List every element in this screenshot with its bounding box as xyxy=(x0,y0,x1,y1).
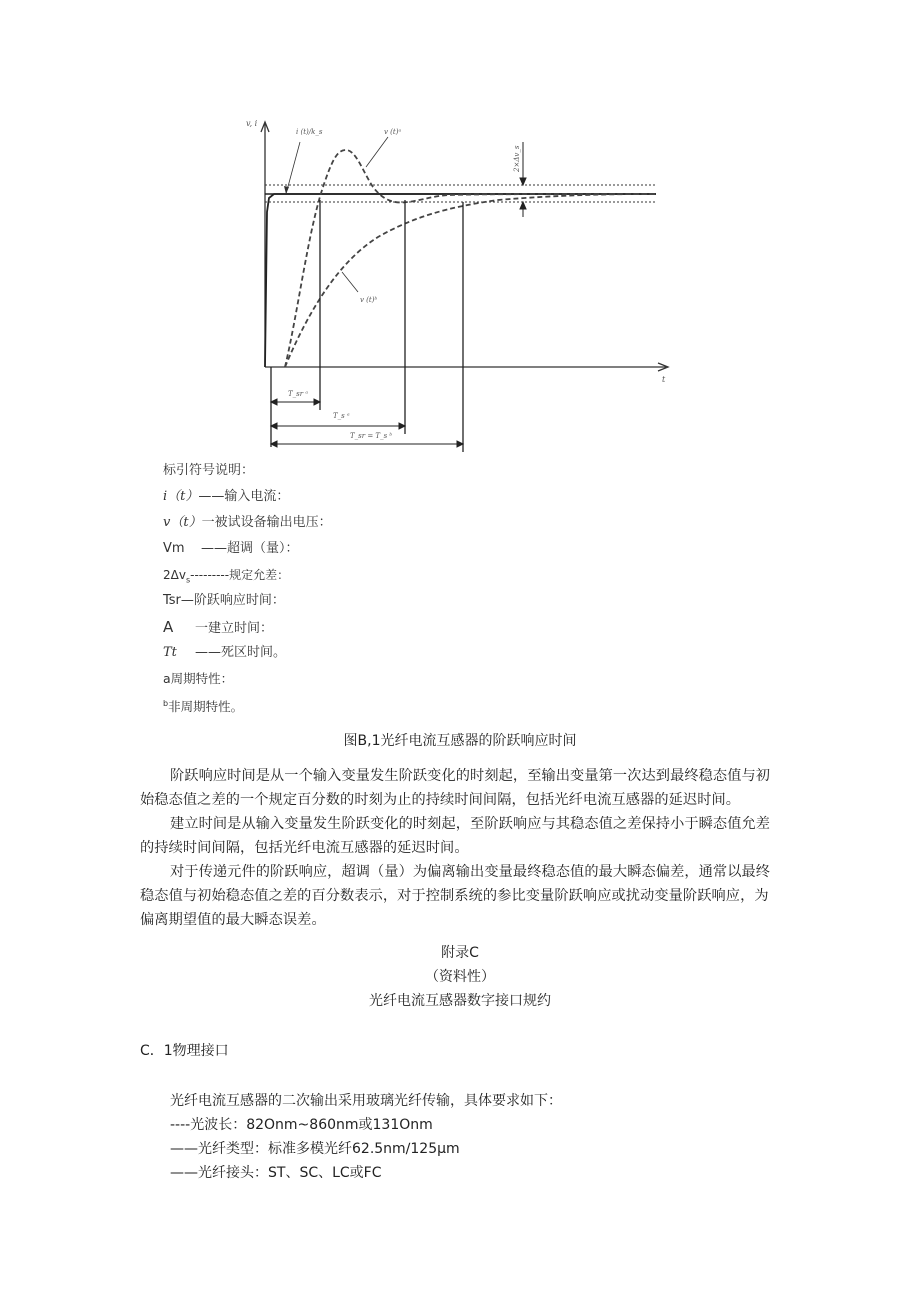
legend-item-it xyxy=(163,488,289,506)
legend-title: 标引符号说明： xyxy=(163,463,255,478)
periodic-response-curve xyxy=(285,150,656,367)
vtb-label: v (t)ᵇ xyxy=(360,296,378,304)
list-item-fiber-type: ——光纤类型：标准多模光纤62.5nm∕125μm xyxy=(170,1141,460,1157)
axes xyxy=(261,122,668,371)
tolerance-label: 2×Δv_s xyxy=(513,145,521,172)
y-axis-label: v, i xyxy=(246,119,258,128)
legend-item-vm xyxy=(163,540,299,558)
legend-item-tt xyxy=(163,644,286,662)
legend-desc: —阶跃响应时间： xyxy=(180,593,285,608)
legend-desc: ——输入电流： xyxy=(198,489,290,504)
legend-desc: ——死区时间。 xyxy=(195,645,287,660)
paragraph-step-response: 阶跃响应时间是从一个输入变量发生阶跃变化的时刻起，至输出变量第一次达到最终稳态值与初始稳态值之差的一个规定百分数的时刻为止的持续时间间隔，包括光纤电流互感器的延迟时间。 xyxy=(140,768,771,808)
legend-symbol: b xyxy=(163,699,169,708)
legend-desc: 一被试设备输出电压： xyxy=(201,515,332,530)
appendix-name: 光纤电流互感器数字接口规约 xyxy=(369,993,551,1009)
time-markers xyxy=(271,200,463,452)
legend-item-tolerance xyxy=(163,566,289,589)
section-heading: C．1物理接口 xyxy=(140,1043,229,1059)
legend-desc: 一建立时间： xyxy=(195,621,274,636)
paragraph-overshoot: 对于传递元件的阶跃响应，超调（量）为偏离输出变量最终稳态值的最大瞬态偏差，通常以最终稳态值与初始稳态值之差的百分数表示，对于控制系统的参比变量阶跃响应或扰动变量阶跃响应，为偏离期望值的最大瞬态误差。 xyxy=(140,864,771,928)
x-axis-label: t xyxy=(662,375,666,384)
it-leader-arrow xyxy=(284,186,289,194)
tsr-label: T_sr ᵃ xyxy=(288,390,308,398)
section-intro: 光纤电流互感器的二次输出采用玻璃光纤传输，具体要求如下： xyxy=(170,1093,562,1109)
appendix-title: 附录C xyxy=(441,945,479,961)
aperiodic-response-curve xyxy=(285,194,656,367)
paragraph-settling-time: 建立时间是从输入变量发生阶跃变化的时刻起，至阶跃响应与其稳态值之差保持小于瞬态值允差的持续时间间隔，包括光纤电流互感器的延迟时间。 xyxy=(140,816,771,856)
legend-symbol: i（t） xyxy=(163,489,199,504)
legend-item-vt xyxy=(163,514,332,532)
legend-item-periodic xyxy=(163,670,233,688)
legend-item-tsr xyxy=(163,592,285,610)
legend-symbol: v（t） xyxy=(163,515,202,530)
appendix-subtitle: （资料性） xyxy=(425,969,495,985)
vtb-leader xyxy=(342,272,358,292)
legend-desc: ——超调（量）： xyxy=(201,541,299,556)
it-leader xyxy=(286,142,300,194)
legend-item-aperiodic xyxy=(163,695,243,716)
body-text xyxy=(140,764,780,932)
legend-symbol: A xyxy=(163,618,174,636)
legend-symbol: 2Δv xyxy=(163,568,186,582)
legend-desc: ---------规定允差： xyxy=(190,568,290,582)
legend-desc: 周期特性： xyxy=(170,671,234,686)
ts-label: T_s ᵃ xyxy=(333,412,350,420)
input-step-curve xyxy=(265,194,656,367)
legend-symbol: Tt xyxy=(163,645,177,660)
vta-leader xyxy=(366,137,388,167)
legend-symbol: a xyxy=(163,671,171,686)
figure-caption: 图B,1光纤电流互感器的阶跃响应时间 xyxy=(343,733,577,749)
it-label: i (t)/k_s xyxy=(296,128,323,136)
tsr-ts-label: T_sr = T_s ᵇ xyxy=(350,432,393,440)
legend-item-a xyxy=(163,618,273,638)
list-item-connector: ——光纤接头：ST、SC、LC或FC xyxy=(170,1165,382,1181)
legend-symbol-sub: s xyxy=(185,575,191,585)
legend-symbol: Vm xyxy=(163,541,185,556)
legend-desc: 非周期特性。 xyxy=(168,699,244,715)
legend-symbol: Tsr xyxy=(163,593,181,608)
list-item-wavelength: ----光波长：82Onm~860nm或131Onm xyxy=(170,1117,433,1133)
step-response-figure xyxy=(238,112,678,460)
vta-label: v (t)ᵃ xyxy=(384,128,402,136)
